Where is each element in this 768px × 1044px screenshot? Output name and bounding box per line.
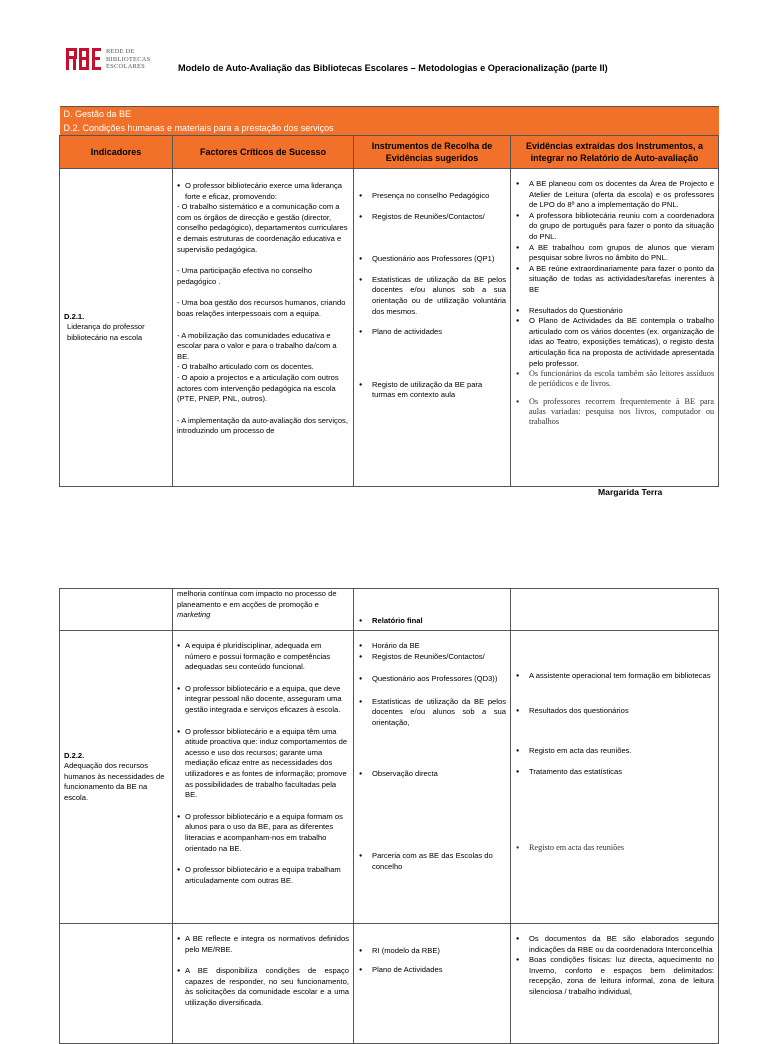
list-item: ● A BE reúne extraordinariamente para fazer o ponto da situação de todas as actividades/tarefas inerentes à BE — [515, 264, 714, 296]
list-item: ● Observação directa — [358, 769, 506, 780]
list-item: ● Os professores recorrem frequentemente à BE para aulas variadas: pesquisa nos livros, computador ou trabalhos — [515, 397, 714, 427]
list-item: ● Questionário aos Professores (QD3)) — [358, 674, 506, 685]
indicator-code: D.2.1. — [64, 311, 85, 321]
col-header-factors: Factores Críticos de Sucesso — [173, 136, 354, 169]
list-item: ● Questionário aos Professores (QP1) — [358, 254, 506, 265]
document-title: Modelo de Auto-Avaliação das Bibliotecas Escolares – Metodologias e Operacionalização (parte II) — [178, 63, 608, 73]
factor-text: ● A BE disponibiliza condições de espaço capazes de responder, no seu funcionamento, às solicitações da comunidade escolar e a uma utilização diversificada. — [177, 966, 349, 1008]
evidence-cell — [511, 631, 719, 924]
subdomain-title: D.2. Condições humanas e materiais para a prestação dos serviços — [63, 123, 334, 133]
rbe-logo-mark — [66, 46, 102, 72]
list-item: ● A BE planeou com os docentes da Área de Projecto e Atelier de Leitura (oferta da escola) e os professores de LPO do 8º ano a implementação do PNL. — [515, 179, 714, 211]
list-item: ● Resultados do Questionário — [515, 306, 714, 317]
indicator-name: Adequação dos recursos humanos às necessidades de funcionamento da BE na escola. — [64, 761, 165, 802]
domain-title: D. Gestão da BE — [60, 107, 719, 122]
factor-text: - A mobilização das comunidades educativa e escolar para o valor e para o trabalho da/com a BE. — [177, 330, 337, 361]
list-item: ● Tratamento das estatísticas — [515, 767, 714, 778]
factor-text: ● O professor bibliotecário e a equipa, que deve integrar pessoal não docente, asseguram uma gestão integrada e serviços eficazes à escola. — [177, 684, 349, 716]
factor-text: - A implementação da auto-avaliação dos serviços, introduzindo um processo de — [177, 415, 348, 436]
factors-cell — [173, 169, 354, 487]
rbe-logo-text: REDE DE BIBLIOTECAS ESCOLARES — [106, 48, 151, 71]
table-row — [60, 589, 719, 631]
indicator-cell — [60, 631, 173, 924]
factor-text: - Uma participação efectiva no conselho pedagógico . — [177, 266, 313, 286]
list-item: ● Plano de actividades — [358, 327, 506, 338]
list-item: ● Os funcionários da escola também são leitores assíduos de periódicos e de livros. — [515, 369, 714, 389]
evidence-cell — [511, 589, 719, 631]
list-item: ● RI (modelo da RBE) — [358, 946, 506, 957]
domain-row — [60, 107, 719, 122]
factor-text: - O apoio a projectos e a articulação com outros actores com intervenção pedagógica na escola (PTE, PNEP, PNL, outros). — [177, 372, 339, 404]
indicator-name: Liderança do professor bibliotecário na escola — [67, 322, 145, 342]
factor-text: ● A equipa é pluridisciplinar, adequada em número e possui formação e competências adequadas seu conteúdo funcional. — [177, 641, 349, 673]
factor-text-italic: marketing — [177, 610, 211, 620]
factor-text: ● O professor bibliotecário e a equipa trabalham articuladamente com outras BE. — [177, 865, 349, 886]
factor-text: - Uma boa gestão dos recursos humanos, criando boas relações interpessoais com a equipa. — [177, 298, 346, 318]
factor-text: ● O professor bibliotecário e a equipa têm uma atitude proactiva que: induz comportamentos de acesso e uso dos recursos; garante uma mediação eficaz entre as necessidades dos utilizadores e as fontes de informação; promove as possibilidades de trabalho facultadas pela BE. — [177, 727, 349, 801]
factor-text: ● O professor bibliotecário e a equipa formam os alunos para o uso da BE, para as diferentes literacias e acompanham-nos em trabalho orientado na BE. — [177, 812, 349, 854]
list-item: ● Registos de Reuniões/Contactos/ — [358, 652, 506, 663]
list-item: ● Registo de utilização da BE para turmas em contexto aula — [358, 380, 506, 401]
list-item: ● A assistente operacional tem formação em bibliotecas — [515, 671, 714, 682]
list-item: ● Presença no conselho Pedagógico — [358, 191, 506, 202]
evidence-cell — [511, 169, 719, 487]
factors-cell — [173, 631, 354, 924]
table-row — [60, 169, 719, 487]
footer-author: Margarida Terra — [598, 487, 663, 497]
instruments-cell — [354, 924, 511, 1044]
factor-text: - O trabalho articulado com os docentes. — [177, 362, 314, 372]
indicator-cell — [60, 589, 173, 631]
col-header-indicators: Indicadores — [60, 136, 173, 169]
list-item: ● A BE trabalhou com grupos de alunos que vieram pesquisar sobre livros no âmbito do PNL. — [515, 243, 714, 264]
list-item: ● Horário da BE — [358, 641, 506, 652]
list-item: ● O Plano de Actividades da BE contempla o trabalho articulado com os vários docentes (ex. organização de idas ao Teatro, exposições temáticas), o registo desta articulação fica na proposta de actividade apresentada pelo professor. — [515, 316, 714, 369]
evaluation-table-page1 — [59, 106, 719, 487]
list-item: ● Estatísticas de utilização da BE pelos docentes e/ou alunos sob a sua orientação, — [358, 697, 506, 729]
instruments-cell — [354, 589, 511, 631]
list-item: ● Registo em acta das reuniões — [515, 843, 714, 853]
col-header-evidence: Evidências extraídas dos Instrumentos, a integrar no Relatório de Auto-avaliação — [511, 136, 719, 169]
col-header-instruments: Instrumentos de Recolha de Evidências sugeridos — [354, 136, 511, 169]
factor-text: melhoria contínua com impacto no processo de planeamento e em acções de promoção e — [177, 589, 337, 609]
list-item: ● Registo em acta das reuniões. — [515, 746, 714, 757]
list-item: ● Os documentos da BE são elaborados segundo indicações da RBE ou da coordenadora Interconcelhia — [515, 934, 714, 955]
instruments-cell — [354, 169, 511, 487]
list-item: ● Estatísticas de utilização da BE pelos docentes e/ou alunos sob a sua orientação ou de utilização voluntária dos mesmos. — [358, 275, 506, 317]
table-row — [60, 631, 719, 924]
list-item: ● Parceria com as BE das Escolas do concelho — [358, 851, 506, 872]
factors-cell — [173, 589, 354, 631]
indicator-code: D.2.2. — [64, 750, 85, 760]
factor-text: ● O professor bibliotecário exerce uma liderança forte e eficaz, promovendo: — [177, 181, 349, 202]
indicator-cell — [60, 924, 173, 1044]
list-item: ● Registos de Reuniões/Contactos/ — [358, 212, 506, 223]
instruments-cell — [354, 631, 511, 924]
indicator-cell — [60, 169, 173, 487]
column-header-row — [60, 136, 719, 169]
factors-cell — [173, 924, 354, 1044]
table-row — [60, 924, 719, 1044]
list-item: ● Resultados dos questionários — [515, 706, 714, 717]
factor-text: - O trabalho sistemático e a comunicação com a com os órgãos de direcção e gestão (director, conselho pedagógico), departamentos curriculares e demais estruturas de coordenação educativa e supervisão pedagógica. — [177, 202, 348, 254]
list-item: ● Relatório final — [358, 616, 506, 627]
list-item: ● Boas condições físicas: luz directa, aquecimento no Inverno, conforto e espaços bem delimitados: recepção, zona de leitura informal, zona de leitura silenciosa / trabalho individual, — [515, 955, 714, 997]
rbe-logo — [66, 46, 176, 74]
evidence-cell — [511, 924, 719, 1044]
evaluation-table-page2 — [59, 588, 719, 1044]
subdomain-row — [60, 121, 719, 136]
list-item: ● Plano de Actividades — [358, 965, 506, 976]
factor-text: ● A BE reflecte e integra os normativos definidos pelo ME/RBE. — [177, 934, 349, 955]
list-item: ● A professora bibliotecária reuniu com a coordenadora do grupo de português para fazer o ponto da situação do PNL. — [515, 211, 714, 243]
